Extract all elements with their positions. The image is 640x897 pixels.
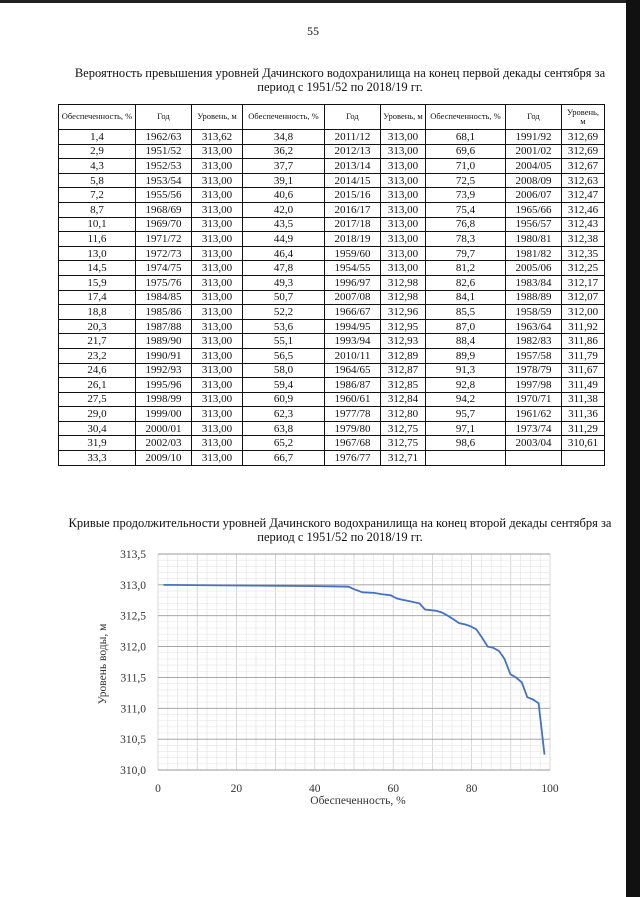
table-cell: 312,17 [562,275,605,290]
table-cell: 312,00 [562,305,605,320]
table-cell: 1991/92 [506,130,562,145]
table-row [59,305,605,320]
table-cell: 11,6 [59,232,136,247]
table-cell: 1960/61 [325,392,381,407]
table-cell: 1980/81 [506,232,562,247]
table-cell: 73,9 [426,188,506,203]
table-cell: 27,5 [59,392,136,407]
table-cell: 2004/05 [506,159,562,174]
table-cell: 2013/14 [325,159,381,174]
table-cell: 313,00 [381,232,426,247]
x-tick-label: 100 [541,783,559,795]
table-cell: 312,98 [381,290,426,305]
scan-edge-top [0,0,640,3]
duration-curve-chart [90,544,570,806]
table-cell: 312,75 [381,436,426,451]
table-cell: 85,5 [426,305,506,320]
table-cell: 313,00 [192,305,243,320]
table-cell: 21,7 [59,334,136,349]
table-cell: 2009/10 [136,451,192,466]
table-cell: 92,8 [426,378,506,393]
table-cell: 313,00 [192,261,243,276]
table-cell: 311,79 [562,348,605,363]
table-header-row [59,105,605,130]
table-cell: 79,7 [426,246,506,261]
x-axis-ticks [155,783,559,795]
table-cell: 1987/88 [136,319,192,334]
table-cell: 2017/18 [325,217,381,232]
scan-edge-right [626,0,640,897]
table-cell: 311,38 [562,392,605,407]
table-cell: 59,4 [243,378,325,393]
table-cell: 65,2 [243,436,325,451]
table-cell: 1978/79 [506,363,562,378]
table-cell: 46,4 [243,246,325,261]
table-cell: 2014/15 [325,173,381,188]
table-cell: 55,1 [243,334,325,349]
table-cell: 1972/73 [136,246,192,261]
table-cell: 17,4 [59,290,136,305]
table-cell: 311,92 [562,319,605,334]
table-row [59,130,605,145]
table-title: Вероятность превышения уровней Дачинского водохранилища на конец первой декады сентября за период с 1951/52 по 2018/19 гг. [74,66,606,94]
table-cell: 313,00 [381,217,426,232]
table-cell: 2011/12 [325,130,381,145]
table-cell: 1951/52 [136,144,192,159]
table-cell: 2016/17 [325,202,381,217]
table-cell: 312,71 [381,451,426,466]
table-cell: 312,95 [381,319,426,334]
table-cell: 75,4 [426,202,506,217]
table-cell: 2000/01 [136,421,192,436]
table-cell: 312,80 [381,407,426,422]
table-cell: 98,6 [426,436,506,451]
header-cell: Обеспеченность, % [59,105,136,130]
table-row [59,451,605,466]
table-row [59,334,605,349]
table-cell: 313,62 [192,130,243,145]
table-cell: 62,3 [243,407,325,422]
table-cell: 39,1 [243,173,325,188]
table-cell: 91,3 [426,363,506,378]
table-cell: 1994/95 [325,319,381,334]
table-cell: 312,85 [381,378,426,393]
table-row [59,319,605,334]
table-cell: 8,7 [59,202,136,217]
table-cell: 29,0 [59,407,136,422]
table-cell: 78,3 [426,232,506,247]
table-cell: 312,89 [381,348,426,363]
table-cell: 1998/99 [136,392,192,407]
table-cell: 2003/04 [506,436,562,451]
table-cell: 88,4 [426,334,506,349]
table-cell: 311,49 [562,378,605,393]
table-cell: 1999/00 [136,407,192,422]
table-row [59,290,605,305]
table-cell: 1992/93 [136,363,192,378]
table-row [59,407,605,422]
table-cell: 30,4 [59,421,136,436]
table-cell: 313,00 [192,392,243,407]
table-cell: 50,7 [243,290,325,305]
table-cell: 313,00 [192,159,243,174]
table-cell: 71,0 [426,159,506,174]
table-cell: 313,00 [192,334,243,349]
table-cell: 60,9 [243,392,325,407]
table-cell: 313,00 [381,159,426,174]
table-cell: 20,3 [59,319,136,334]
table-cell: 313,00 [192,290,243,305]
table-cell: 312,87 [381,363,426,378]
table-cell: 311,67 [562,363,605,378]
probability-table [58,104,605,466]
table-cell: 312,84 [381,392,426,407]
y-tick-label: 310,0 [120,765,146,777]
x-tick-label: 0 [155,783,161,795]
table-cell: 2001/02 [506,144,562,159]
table-cell: 313,00 [192,421,243,436]
table-cell: 1959/60 [325,246,381,261]
table-cell: 18,8 [59,305,136,320]
table-cell: 42,0 [243,202,325,217]
table-cell: 1,4 [59,130,136,145]
header-cell: Уровень, м [192,105,243,130]
table-cell: 52,2 [243,305,325,320]
table-cell: 2,9 [59,144,136,159]
table-row [59,363,605,378]
table-row [59,348,605,363]
table-cell: 1957/58 [506,348,562,363]
table-cell: 313,00 [192,173,243,188]
table-cell: 312,67 [562,159,605,174]
table-cell: 37,7 [243,159,325,174]
table-cell: 1975/76 [136,275,192,290]
table-cell: 2010/11 [325,348,381,363]
table-cell: 2007/08 [325,290,381,305]
table-row [59,378,605,393]
table-cell: 313,00 [192,436,243,451]
table-cell: 1982/83 [506,334,562,349]
table-cell: 1970/71 [506,392,562,407]
table-cell: 312,63 [562,173,605,188]
table-cell: 2018/19 [325,232,381,247]
table-cell: 68,1 [426,130,506,145]
y-tick-label: 311,5 [120,672,146,685]
header-cell: Обеспеченность, % [426,105,506,130]
table-cell: 1990/91 [136,348,192,363]
table-cell: 1961/62 [506,407,562,422]
table-cell: 1989/90 [136,334,192,349]
table-cell: 313,00 [192,363,243,378]
header-cell: Обеспеченность, % [243,105,325,130]
x-tick-label: 60 [387,783,399,795]
y-tick-label: 311,0 [120,703,146,716]
table-cell: 84,1 [426,290,506,305]
table-cell: 313,00 [381,246,426,261]
table-cell: 1967/68 [325,436,381,451]
table-cell: 2005/06 [506,261,562,276]
table-cell: 10,1 [59,217,136,232]
table-cell: 23,2 [59,348,136,363]
header-cell: Уровень, м [562,105,605,130]
table-cell: 1995/96 [136,378,192,393]
table-cell: 312,46 [562,202,605,217]
table-body [59,130,605,466]
table-cell: 312,96 [381,305,426,320]
table-cell: 312,35 [562,246,605,261]
table-cell: 2006/07 [506,188,562,203]
table-cell: 313,00 [192,246,243,261]
table-cell: 1956/57 [506,217,562,232]
table-cell: 1968/69 [136,202,192,217]
table-cell: 312,25 [562,261,605,276]
table-cell: 82,6 [426,275,506,290]
y-tick-label: 312,5 [120,610,146,623]
table-cell: 313,00 [192,319,243,334]
table-cell: 1954/55 [325,261,381,276]
table-cell: 47,8 [243,261,325,276]
table-cell: 72,5 [426,173,506,188]
x-tick-label: 40 [309,783,321,795]
table-cell: 313,00 [381,188,426,203]
table-cell: 1974/75 [136,261,192,276]
table-cell: 44,9 [243,232,325,247]
table-cell: 312,38 [562,232,605,247]
table-row [59,421,605,436]
table-cell: 1969/70 [136,217,192,232]
table-cell [506,451,562,466]
table-cell: 313,00 [192,451,243,466]
table-cell: 312,07 [562,290,605,305]
table-cell: 5,8 [59,173,136,188]
table-cell: 1985/86 [136,305,192,320]
table-cell: 1976/77 [325,451,381,466]
table-cell: 310,61 [562,436,605,451]
table-cell: 313,00 [381,130,426,145]
x-axis-label: Обеспеченность, % [310,795,406,806]
table-row [59,275,605,290]
table-cell: 312,75 [381,421,426,436]
table-cell: 313,00 [192,188,243,203]
table-cell: 58,0 [243,363,325,378]
chart-title: Кривые продолжительности уровней Дачинского водохранилища на конец второй декады сентября за период с 1951/52 по 2018/19 гг. [68,516,612,544]
table-cell: 14,5 [59,261,136,276]
table-cell: 26,1 [59,378,136,393]
table-row [59,188,605,203]
table-cell: 24,6 [59,363,136,378]
y-axis-label: Уровень воды, м [97,623,109,705]
table-cell: 1963/64 [506,319,562,334]
table-cell: 313,00 [381,202,426,217]
table-cell: 312,69 [562,130,605,145]
header-cell: Год [325,105,381,130]
y-tick-label: 313,5 [120,549,146,561]
y-tick-label: 312,0 [120,641,146,654]
table-cell: 313,00 [192,378,243,393]
y-tick-label: 313,0 [120,579,146,592]
table-cell: 313,00 [192,217,243,232]
table-cell: 1986/87 [325,378,381,393]
chart-grid [158,554,550,770]
table-cell: 49,3 [243,275,325,290]
table-cell: 312,47 [562,188,605,203]
table-cell: 1979/80 [325,421,381,436]
table-cell: 313,00 [381,173,426,188]
table-row [59,159,605,174]
table-cell: 1953/54 [136,173,192,188]
table-row [59,144,605,159]
table-cell: 1965/66 [506,202,562,217]
table-cell: 313,00 [192,144,243,159]
table-row [59,202,605,217]
table-cell: 2008/09 [506,173,562,188]
table-cell: 312,69 [562,144,605,159]
table-cell: 69,6 [426,144,506,159]
table-cell: 94,2 [426,392,506,407]
table-cell: 33,3 [59,451,136,466]
table-cell: 313,00 [381,144,426,159]
table-cell: 311,86 [562,334,605,349]
table-cell: 1966/67 [325,305,381,320]
table-cell: 311,36 [562,407,605,422]
table-cell: 1964/65 [325,363,381,378]
table-row [59,392,605,407]
table-cell: 1993/94 [325,334,381,349]
table-row [59,246,605,261]
table-row [59,261,605,276]
header-cell: Уровень, м [381,105,426,130]
table-cell: 311,29 [562,421,605,436]
table-cell: 312,43 [562,217,605,232]
table-cell: 2015/16 [325,188,381,203]
y-tick-label: 310,5 [120,734,146,747]
table-cell: 89,9 [426,348,506,363]
page-number: 55 [307,24,319,38]
table-cell: 312,93 [381,334,426,349]
table-cell: 7,2 [59,188,136,203]
table-cell: 1977/78 [325,407,381,422]
table-cell: 1984/85 [136,290,192,305]
table-cell: 13,0 [59,246,136,261]
table-cell: 313,00 [192,202,243,217]
table-cell: 66,7 [243,451,325,466]
table-cell: 1952/53 [136,159,192,174]
table-cell: 2002/03 [136,436,192,451]
table-cell: 87,0 [426,319,506,334]
table-cell: 1997/98 [506,378,562,393]
table-cell [426,451,506,466]
table-cell: 313,00 [192,275,243,290]
x-tick-label: 20 [230,783,243,795]
table-cell: 56,5 [243,348,325,363]
table-cell: 1962/63 [136,130,192,145]
table-cell: 1971/72 [136,232,192,247]
table-cell: 36,2 [243,144,325,159]
table-cell: 1988/89 [506,290,562,305]
table-cell: 2012/13 [325,144,381,159]
table-row [59,232,605,247]
table-cell: 95,7 [426,407,506,422]
table-cell: 1983/84 [506,275,562,290]
table-cell: 40,6 [243,188,325,203]
table-cell: 1955/56 [136,188,192,203]
table-cell: 34,8 [243,130,325,145]
table-row [59,173,605,188]
table-cell: 53,6 [243,319,325,334]
x-tick-label: 80 [465,783,478,795]
table-cell: 1973/74 [506,421,562,436]
table-cell: 313,00 [192,407,243,422]
header-cell: Год [136,105,192,130]
table-cell: 43,5 [243,217,325,232]
table-cell: 1981/82 [506,246,562,261]
table-cell: 63,8 [243,421,325,436]
y-axis-ticks [120,549,146,777]
table-cell: 1996/97 [325,275,381,290]
table-row [59,217,605,232]
table-cell: 313,00 [192,348,243,363]
table-cell: 4,3 [59,159,136,174]
header-cell: Год [506,105,562,130]
table-cell: 313,00 [192,232,243,247]
table-row [59,436,605,451]
table-cell: 97,1 [426,421,506,436]
table-cell: 1958/59 [506,305,562,320]
table-cell: 31,9 [59,436,136,451]
table-cell: 313,00 [381,261,426,276]
table-cell [562,451,605,466]
table-cell: 76,8 [426,217,506,232]
table-cell: 312,98 [381,275,426,290]
table-cell: 81,2 [426,261,506,276]
table-cell: 15,9 [59,275,136,290]
